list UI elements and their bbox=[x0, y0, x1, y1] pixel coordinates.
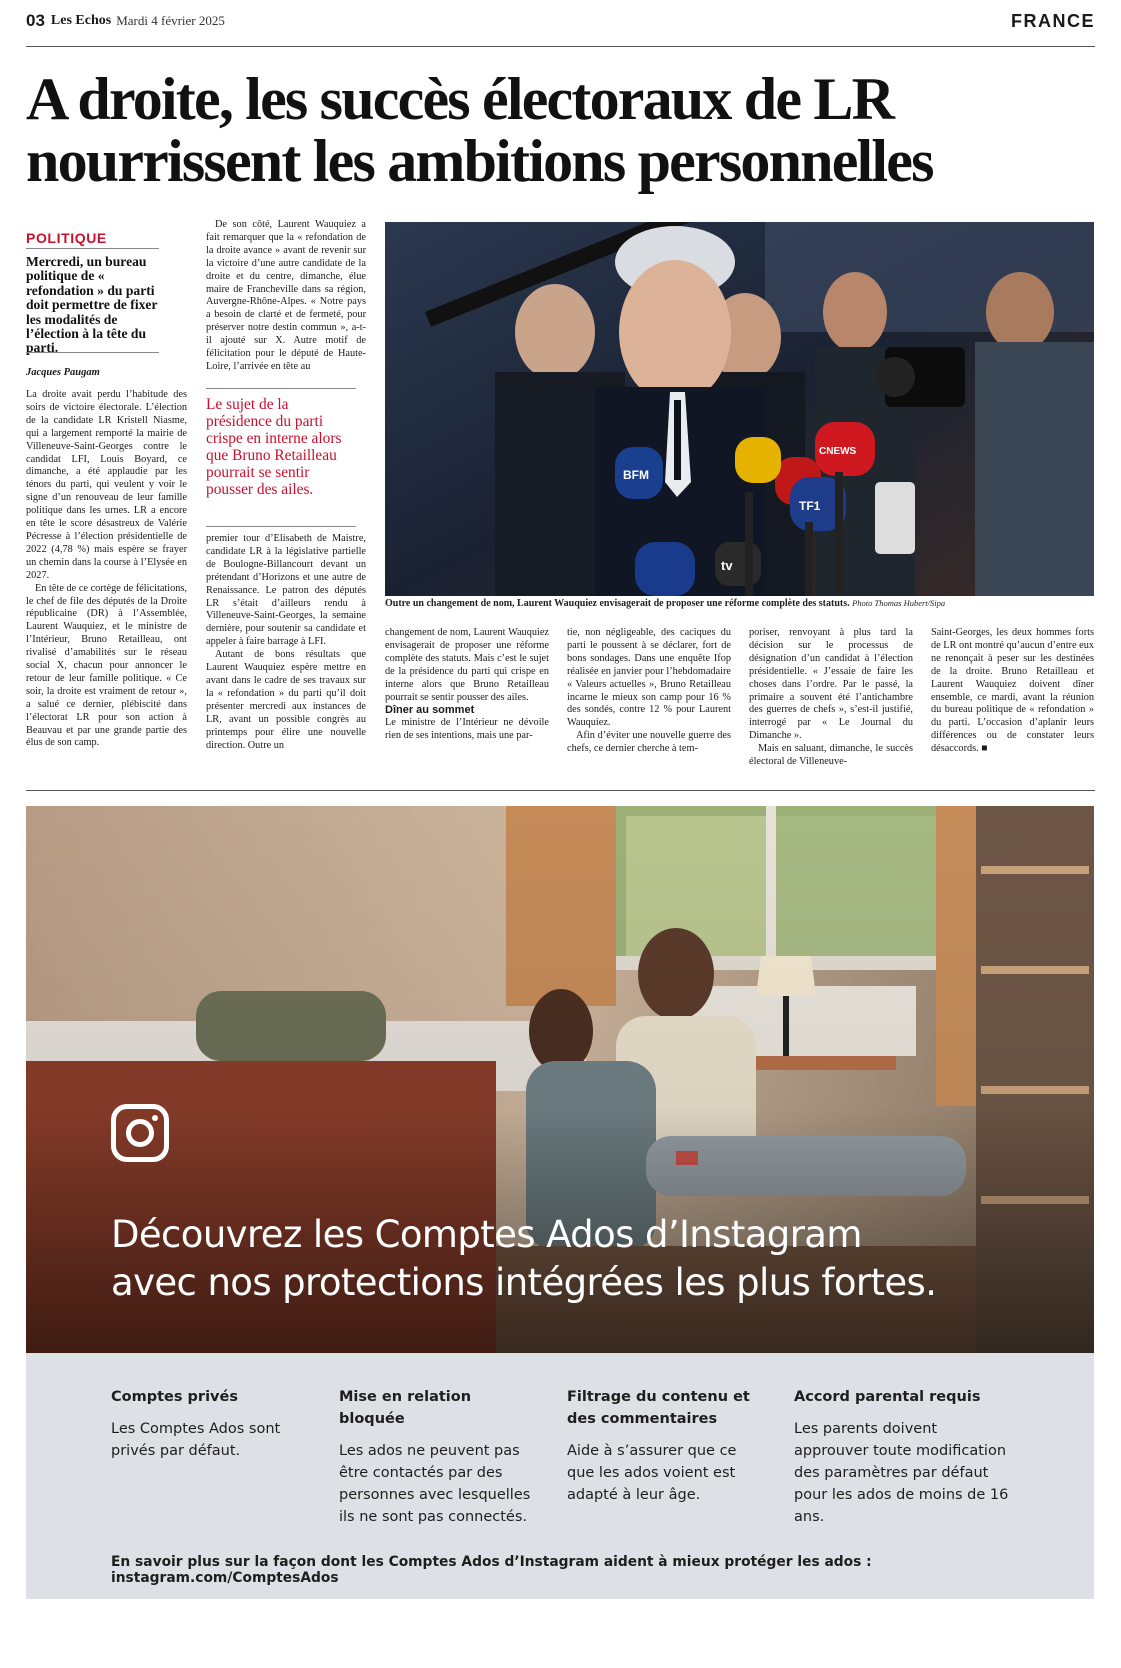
article-column-4 bbox=[567, 627, 731, 756]
feature-title: Comptes privés bbox=[111, 1389, 238, 1405]
issue-date: Mardi 4 février 2025 bbox=[116, 13, 225, 28]
mic-label: CNEWS bbox=[819, 446, 857, 457]
quote-divider-bottom bbox=[206, 526, 356, 527]
feature-private-accounts bbox=[111, 1386, 311, 1462]
article-column-3 bbox=[385, 627, 549, 743]
feature-text: Les parents doivent approuver toute modification des paramètres par défaut pour les ados de moins de 16 ans. bbox=[794, 1421, 1009, 1525]
mic-label: BFM bbox=[623, 468, 649, 482]
caption-text: Outre un changement de nom, Laurent Wauquiez envisagerait de proposer une réforme complète des statuts. bbox=[385, 598, 850, 609]
pull-quote: Le sujet de la présidence du parti crispe en interne alors que Bruno Retailleau pourrait se sentir pousser des ailes. bbox=[206, 396, 342, 498]
article-column-6 bbox=[931, 627, 1094, 756]
paragraph: premier tour d’Elisabeth de Maistre, candidate LR à la législative partielle de Boulogne-Billancourt devant un prétendant d’Horizons et une autre de Renaissance. Le patron des députés LR s’était d’ailleurs rendu à Villeneuve-Saint-Georges, la semaine dernière, pour soutenir sa candidate et appeler à faire barrage à LFI. bbox=[206, 533, 366, 648]
paragraph: changement de nom, Laurent Wauquiez envisagerait de proposer une réforme complète des statuts. Mais c’est le sujet de la présidence du parti qui crispe en interne alors que Bruno Retailleau pourrait se sentir pousser des ailes. bbox=[385, 627, 549, 703]
feature-title: Accord parental requis bbox=[794, 1389, 981, 1405]
feature-parental-consent bbox=[794, 1386, 1014, 1528]
newspaper-name: Les Echos bbox=[50, 13, 112, 28]
paragraph: En tête de ce cortège de félicitations, le chef de file des députés de la Droite républicaine (DR) à l’Assemblée, Laurent Wauquiez, et le ministre de l’Intérieur, Bruno Retailleau, ont rivalisé d’amabilités sur le réseau social X, chacun pour annoncer le retour de leur famille politique. « Ce soir, la droite est vraiment de retour », a salué ce dernier, plébiscité dans l’électorat LR pour son action à Beauvau et par une grande partie des élus de son camp. bbox=[26, 582, 187, 749]
feature-text: Les ados ne peuvent pas être contactés par des personnes avec lesquelles ils ne sont pas connectés. bbox=[339, 1443, 531, 1525]
article-headline bbox=[26, 68, 1096, 192]
paragraph: Autant de bons résultats que Laurent Wauquiez espère mettre en avant dans le cadre de ses travaux sur la « refondation » du parti qu’il doit présenter mercredi aux instances de LR, avant un possible congrès au printemps pour élire une nouvelle direction. Outre un bbox=[206, 649, 366, 751]
photo-credit: Photo Thomas Hubert/Sipa bbox=[852, 598, 946, 608]
ad-headline-line-1: Découvrez les Comptes Ados d’Instagram bbox=[111, 1213, 862, 1256]
article-bottom-divider bbox=[26, 790, 1095, 791]
feature-blocked-contact bbox=[339, 1386, 539, 1528]
photo-caption bbox=[385, 598, 1094, 609]
instagram-lens-shape bbox=[126, 1119, 154, 1147]
headline-line-1: A droite, les succès électoraux de LR bbox=[26, 66, 894, 132]
headline-line-2: nourrissent les ambitions personnelles bbox=[26, 128, 933, 194]
article-column-5 bbox=[749, 627, 913, 769]
article-column-2-bottom bbox=[206, 533, 366, 752]
instagram-dot-shape bbox=[152, 1115, 158, 1121]
section-label: FRANCE bbox=[1011, 10, 1095, 31]
paragraph: De son côté, Laurent Wauquiez a fait remarquer que la « refondation de la droite avance » avant de revenir sur la victoire d’une autre candidate de la droite et du centre, dimanche, élue maire de Francheville dans sa région, Auvergne-Rhône-Alpes. « Notre pays a besoin de clarté et de fermeté, pour préserver notre destin commun », a-t-il ajouté sur X. Autre motif de félicitation pour le député de Haute-Loire, l’arrivée en tête au bbox=[206, 219, 366, 372]
ad-learn-more-link[interactable]: En savoir plus sur la façon dont les Comptes Ados d’Instagram aident à mieux protéger les ados : instagram.com/ComptesAdos bbox=[111, 1554, 872, 1586]
feature-text: Aide à s’assurer que ce que les ados voient est adapté à leur âge. bbox=[567, 1443, 737, 1503]
article-standfirst: Mercredi, un bureau politique de « refondation » du parti doit permettre de fixer les modalités de l’élection à la tête du parti. bbox=[26, 254, 158, 356]
quote-divider-top bbox=[206, 388, 356, 389]
paragraph: poriser, renvoyant à plus tard la décision sur le processus de désignation d’un candidat à l’élection présidentielle. « J’essaie de faire les choses dans l’ordre. Par le passé, la primaire a souvent été l’antichambre des guerres de chefs », s’est-il justifié, interrogé par « Le Journal du Dimanche ». bbox=[749, 627, 913, 742]
feature-title: Mise en relation bloquée bbox=[339, 1389, 472, 1427]
instagram-advertisement bbox=[26, 806, 1094, 1599]
page-header bbox=[26, 6, 1095, 36]
paragraph: tie, non négligeable, des caciques du parti le poussent à se déclarer, fort de bons sondages. Dans une enquête Ifop réalisée en janvier pour l’hebdomadaire « Valeurs actuelles », Bruno Retailleau incarne le mieux son camp pour 16 % des sondés, contre 12 % pour Laurent Wauquiez. bbox=[567, 627, 731, 729]
press-scrum-illustration bbox=[385, 222, 1094, 596]
article-column-2-top bbox=[206, 219, 366, 374]
feature-title: Filtrage du contenu et des commentaires bbox=[567, 1389, 750, 1427]
ad-headline-line-2: avec nos protections intégrées les plus fortes. bbox=[111, 1261, 937, 1304]
instagram-logo-icon bbox=[111, 1104, 169, 1162]
mic-label: TF1 bbox=[799, 499, 821, 513]
feature-content-filtering bbox=[567, 1386, 767, 1506]
feature-text: Les Comptes Ados sont privés par défaut. bbox=[111, 1421, 281, 1459]
paragraph: La droite avait perdu l’habitude des soirs de victoire électorale. L’élection de la candidate LR Kristell Niasme, qui a largement remporté la mairie de Villeneuve-Saint-Georges contre le candidat LFI, Louis Boyard, ce dimanche, a été applaudie par les ténors du parti, qui veulent y voir le signe d’un renouveau de leur famille politique dans les urnes. LR a encore en tête le score désastreux de Valérie Pécresse à l’élection présidentielle de 2022 (4,78 %) mais espère se frayer un chemin dans la course à l’Elysée en 2027. bbox=[26, 389, 187, 581]
article-column-1 bbox=[26, 389, 187, 750]
standfirst-divider bbox=[26, 352, 159, 353]
paragraph: Mais en saluant, dimanche, le succès électoral de Villeneuve- bbox=[749, 743, 913, 768]
paragraph: Saint-Georges, les deux hommes forts de LR ont montré qu’aucun d’entre eux ne renonçait à peser sur les destinées de la droite. Bruno Retailleau et Laurent Wauquiez doivent dîner ensemble, ce mardi, avant la réunion du bureau politique de « refondation » du parti. L’occasion d’aplanir leurs différences ou de constater leurs désaccords. ■ bbox=[931, 627, 1094, 755]
paragraph: Le ministre de l’Intérieur ne dévoile rien de ses intentions, mais une par- bbox=[385, 717, 549, 742]
page-number: 03 bbox=[26, 11, 45, 30]
mic-label: tv bbox=[721, 558, 733, 573]
article-photo bbox=[385, 222, 1094, 596]
rubric-label: POLITIQUE bbox=[26, 230, 159, 249]
intertitle: Dîner au sommet bbox=[385, 704, 475, 717]
paragraph: Afin d’éviter une nouvelle guerre des chefs, ce dernier cherche à tem- bbox=[567, 730, 731, 755]
author-byline: Jacques Paugam bbox=[26, 367, 100, 378]
header-divider bbox=[26, 46, 1095, 47]
ad-headline bbox=[111, 1211, 1091, 1307]
